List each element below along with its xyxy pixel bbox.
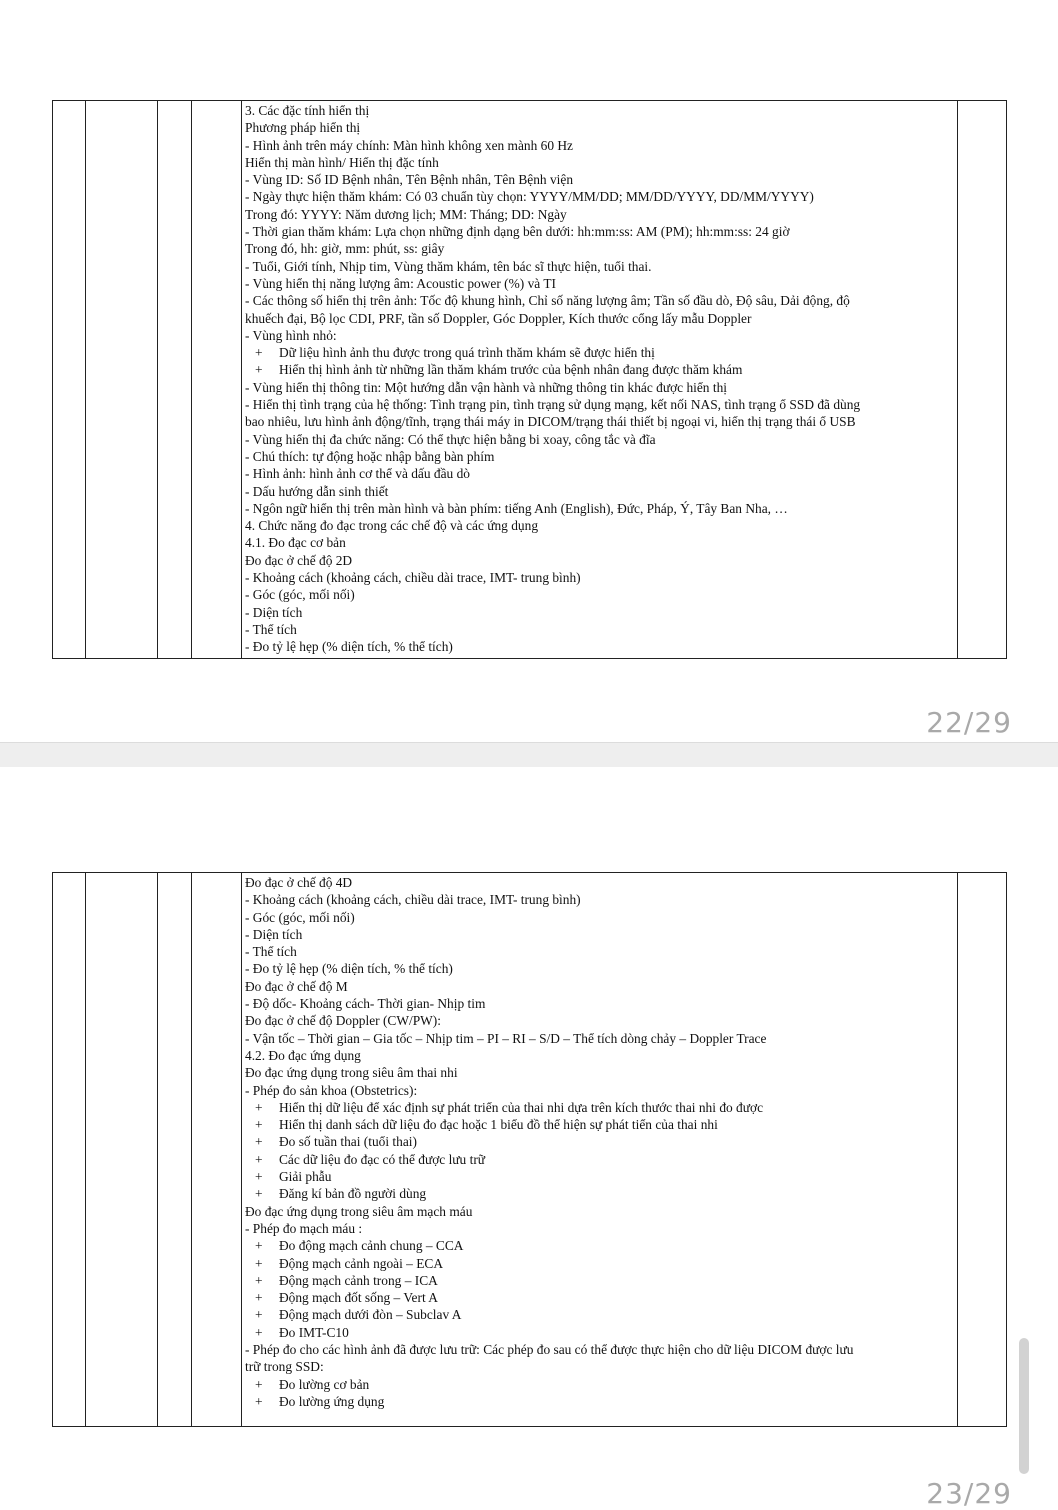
text-line: - Vùng hiển thị năng lượng âm: Acoustic power (%) và TI [245,275,556,291]
bullet-item [245,1116,949,1133]
spec-content-cell [242,101,958,659]
bullet-item [245,1272,949,1289]
text-line: trữ trong SSD: [245,1359,324,1375]
bullet-item [245,1099,949,1116]
bullet-text: Động mạch đốt sống – Vert A [279,1290,438,1306]
text-line: - Góc (góc, mối nối) [245,587,355,603]
text-line: - Chú thích: tự động hoặc nhập bằng bàn phím [245,448,495,464]
plus-bullet-icon: + [255,1290,263,1306]
plus-bullet-icon: + [255,1393,263,1409]
table-cell-empty [86,873,158,1427]
spec-table-page-23 [52,872,1007,1427]
plus-bullet-icon: + [255,1134,263,1150]
bullet-text: Đo số tuần thai (tuổi thai) [279,1134,417,1150]
text-line: - Diện tích [245,604,303,620]
bullet-text: Động mạch cảnh trong – ICA [279,1272,438,1288]
text-line: - Góc (góc, mối nối) [245,909,355,925]
text-line: - Độ dốc- Khoảng cách- Thời gian- Nhịp tim [245,996,486,1012]
spec-content-cell [242,873,958,1427]
text-line: - Vùng hiển thị thông tin: Một hướng dẫn vận hành và những thông tin khác được hiển thị [245,379,727,395]
spec-content [242,101,957,656]
text-line: - Ngày thực hiện thăm khám: Có 03 chuẩn tùy chọn: YYYY/MM/DD; MM/DD/YYYY, DD/MM/YYYY) [245,189,814,205]
text-line: - Thời gian thăm khám: Lựa chọn những định dạng bên dưới: hh:mm:ss: AM (PM); hh:mm:ss: 24 giờ [245,224,790,240]
text-line: 4.2. Đo đạc ứng dụng [245,1047,361,1063]
plus-bullet-icon: + [255,1307,263,1323]
text-line: - Khoảng cách (khoảng cách, chiều dài trace, IMT- trung bình) [245,570,581,586]
table-cell-empty [53,101,86,659]
text-line: - Vùng hiển thị đa chức năng: Có thể thực hiện bằng bi xoay, công tắc và đĩa [245,431,656,447]
plus-bullet-icon: + [255,1376,263,1392]
bullet-item [245,361,949,378]
text-line: - Vùng ID: Số ID Bệnh nhân, Tên Bệnh nhân, Tên Bệnh viện [245,172,574,188]
plus-bullet-icon: + [255,1099,263,1115]
text-line: - Hiển thị tình trạng của hệ thống: Tình trạng pin, tình trạng sử dụng mạng, kết nối NAS, tình trạng ổ SSD đã dùng [245,397,861,413]
bullet-text: Hiển thị danh sách dữ liệu đo đạc hoặc 1 biểu đồ thể hiện sự phát tiển của thai nhi [279,1117,718,1133]
text-line: Đo đạc ứng dụng trong siêu âm thai nhi [245,1065,458,1081]
document-page-22 [0,0,1058,742]
text-line: - Phép đo cho các hình ảnh đã được lưu trữ: Các phép đo sau có thể được thực hiện cho dữ liệu DICOM được lưu [245,1342,854,1358]
bullet-item [245,344,949,361]
bullet-item [245,1255,949,1272]
table-cell-empty [192,873,242,1427]
bullet-text: Đo IMT-C10 [279,1324,349,1340]
bullet-item [245,1185,949,1202]
text-line: 4. Chức năng đo đạc trong các chế độ và các ứng dụng [245,518,539,534]
vertical-scrollbar[interactable] [1019,1338,1029,1474]
text-line: Trong đó, hh: giờ, mm: phút, ss: giây [245,241,445,257]
bullet-item [245,1237,949,1254]
plus-bullet-icon: + [255,362,263,378]
table-cell-empty [958,873,1007,1427]
text-line: 3. Các đặc tính hiển thị [245,103,370,118]
bullet-item [245,1133,949,1150]
table-cell-empty [86,101,158,659]
bullet-item [245,1376,949,1393]
table-cell-empty [53,873,86,1427]
plus-bullet-icon: + [255,1324,263,1340]
spec-content [242,873,957,1410]
text-line: - Thể tích [245,944,297,960]
bullet-item [245,1393,949,1410]
table-cell-empty [158,101,192,659]
text-line: - Thể tích [245,621,297,637]
bullet-text: Giải phẫu [279,1169,332,1185]
text-line: - Các thông số hiển thị trên ảnh: Tốc độ khung hình, Chỉ số năng lượng âm; Tần số đầu dò, Độ sâu, Dải động, độ [245,293,850,309]
text-line: Đo đạc ở chế độ M [245,978,348,994]
bullet-text: Động mạch dưới đòn – Subclav A [279,1307,462,1323]
text-line: Hiển thị màn hình/ Hiển thị đặc tính [245,154,439,170]
text-line: - Phép đo sản khoa (Obstetrics): [245,1082,418,1098]
text-line: - Tuổi, Giới tính, Nhịp tim, Vùng thăm khám, tên bác sĩ thực hiện, tuổi thai. [245,258,652,274]
text-line: - Vùng hình nhỏ: [245,327,337,343]
plus-bullet-icon: + [255,1238,263,1254]
text-line: 4.1. Đo đạc cơ bản [245,535,346,551]
bullet-text: Đo lường cơ bản [279,1376,370,1392]
bullet-item [245,1324,949,1341]
bullet-text: Động mạch cảnh ngoài – ECA [279,1255,443,1271]
bullet-text: Các dữ liệu đo đạc có thể được lưu trữ [279,1151,486,1167]
plus-bullet-icon: + [255,1186,263,1202]
text-line: - Đo tỷ lệ hẹp (% diện tích, % thể tích) [245,639,453,655]
plus-bullet-icon: + [255,1151,263,1167]
bullet-item [245,1306,949,1323]
text-line: Đo đạc ở chế độ Doppler (CW/PW): [245,1013,441,1029]
text-line: khuếch đại, Bộ lọc CDI, PRF, tần số Doppler, Góc Doppler, Kích thước cổng lấy mẫu Doppler [245,310,752,326]
bullet-text: Đo động mạch cảnh chung – CCA [279,1238,464,1254]
plus-bullet-icon: + [255,345,263,361]
text-line: - Hình ảnh: hình ảnh cơ thể và dấu đầu dò [245,466,470,482]
text-line: - Ngôn ngữ hiển thị trên màn hình và bàn phím: tiếng Anh (English), Đức, Pháp, Ý, Tây Ban Nha, … [245,500,788,516]
text-line: bao nhiêu, lưu hình ảnh động/tĩnh, trạng thái máy in DICOM/trạng thái thiết bị ngoại vi, hiển thị trạng thái ổ USB [245,414,856,430]
bullet-item [245,1289,949,1306]
spec-table-page-22 [52,100,1007,659]
text-line: Đo đạc ở chế độ 4D [245,875,353,890]
text-line: - Dấu hướng dẫn sinh thiết [245,483,389,499]
page-number: 22/29 [926,706,1012,739]
text-line: Đo đạc ứng dụng trong siêu âm mạch máu [245,1203,473,1219]
table-cell-empty [958,101,1007,659]
text-line: - Phép đo mạch máu : [245,1220,363,1236]
table-cell-empty [192,101,242,659]
bullet-text: Đo lường ứng dụng [279,1393,385,1409]
bullet-text: Đăng kí bản đồ người dùng [279,1186,427,1202]
text-line: - Diện tích [245,926,303,942]
page-number: 23/29 [926,1477,1012,1510]
page-separator [0,742,1058,768]
text-line: - Hình ảnh trên máy chính: Màn hình không xen mành 60 Hz [245,137,574,153]
bullet-item [245,1151,949,1168]
text-line: - Khoảng cách (khoảng cách, chiều dài trace, IMT- trung bình) [245,892,581,908]
bullet-item [245,1168,949,1185]
text-line: - Đo tỷ lệ hẹp (% diện tích, % thể tích) [245,961,453,977]
plus-bullet-icon: + [255,1117,263,1133]
text-line: Trong đó: YYYY: Năm dương lịch; MM: Tháng; DD: Ngày [245,206,567,222]
plus-bullet-icon: + [255,1272,263,1288]
table-cell-empty [158,873,192,1427]
plus-bullet-icon: + [255,1255,263,1271]
plus-bullet-icon: + [255,1169,263,1185]
bullet-text: Hiển thị dữ liệu để xác định sự phát triển của thai nhi dựa trên kích thước thai nhi đo được [279,1099,764,1115]
text-line: - Vận tốc – Thời gian – Gia tốc – Nhịp tim – PI – RI – S/D – Thể tích dòng chảy – Doppler Trace [245,1030,767,1046]
text-line: Đo đạc ở chế độ 2D [245,552,353,568]
document-page-23 [0,767,1058,1510]
text-line: Phương pháp hiển thị [245,120,361,136]
bullet-text: Dữ liệu hình ảnh thu được trong quá trình thăm khám sẽ được hiển thị [279,345,655,361]
bullet-text: Hiển thị hình ảnh từ những lần thăm khám trước của bệnh nhân đang được thăm khám [279,362,743,378]
